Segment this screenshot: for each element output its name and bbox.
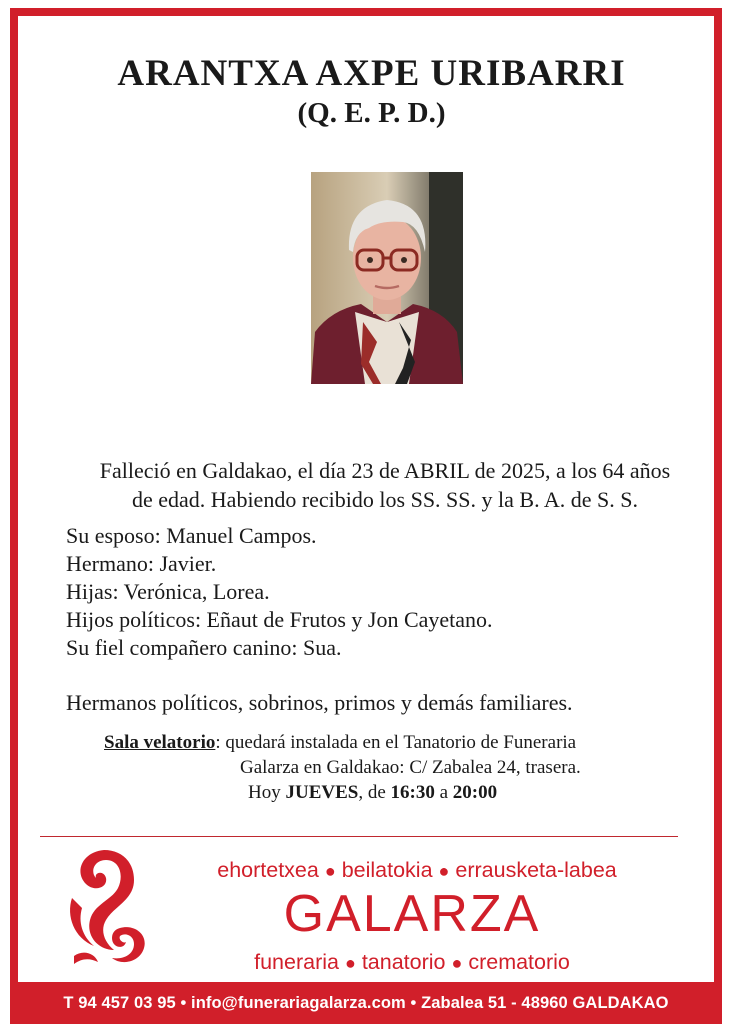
tagline-top [172, 858, 662, 883]
wake-from-time: 16:30 [390, 782, 435, 803]
divider [40, 836, 678, 837]
tag-ehortetxea: ehortetxea [217, 858, 319, 882]
wake-de: , de [358, 782, 391, 803]
wake-text-1: : quedará instalada en el Tanatorio de Funeraria [215, 732, 577, 753]
other-relatives-line: Hermanos políticos, sobrinos, primos y demás familiares. [66, 690, 573, 715]
tagline-bottom [172, 950, 652, 975]
wake-day: JUEVES [285, 782, 359, 803]
wake-text-2: Galarza en Galdakao: C/ Zabalea 24, trasera. [240, 757, 581, 778]
in-laws-line: Hijos políticos: Eñaut de Frutos y Jon Cayetano. [66, 607, 493, 632]
tag-crematorio: crematorio [468, 950, 570, 974]
spouse-line: Su esposo: Manuel Campos. [66, 523, 317, 548]
footer-contact-bar [10, 982, 722, 1024]
bullet-icon: ● [344, 953, 356, 973]
brother-line: Hermano: Javier. [66, 551, 217, 576]
bullet-icon: ● [451, 953, 463, 973]
announcement-line-1: Falleció en Galdakao, el día 23 de ABRIL de 2025, a los 64 años [99, 458, 671, 483]
deceased-name: ARANTXA AXPE URIBARRI [117, 53, 626, 94]
family-list [66, 522, 493, 662]
daughters-line: Hijas: Verónica, Lorea. [66, 579, 270, 604]
announcement-line-2: de edad. Habiendo recibido los SS. SS. y la B. A. de S. S. [132, 487, 638, 512]
portrait-photo [311, 172, 463, 384]
wake-to-time: 20:00 [452, 782, 498, 803]
galarza-logo-icon [64, 846, 156, 968]
tag-errausketa-labea: errausketa-labea [455, 858, 617, 882]
death-announcement [40, 456, 730, 514]
pet-line: Su fiel compañero canino: Sua. [66, 635, 342, 660]
wake-a: a [434, 782, 453, 803]
footer-contact-text: T 94 457 03 95 • info@funerariagalarza.com • Zabalea 51 - 48960 GALDAKAO [63, 993, 669, 1012]
bullet-icon: ● [324, 861, 336, 881]
tag-beilatokia: beilatokia [341, 858, 433, 882]
brand-name: GALARZA [283, 885, 541, 943]
wake-hoy: Hoy [248, 782, 286, 803]
qepd-line: (Q. E. P. D.) [297, 97, 446, 129]
wake-label: Sala velatorio [104, 732, 216, 753]
wake-info [104, 730, 581, 805]
tag-funeraria: funeraria [254, 950, 339, 974]
tag-tanatorio: tanatorio [361, 950, 446, 974]
bullet-icon: ● [438, 861, 450, 881]
